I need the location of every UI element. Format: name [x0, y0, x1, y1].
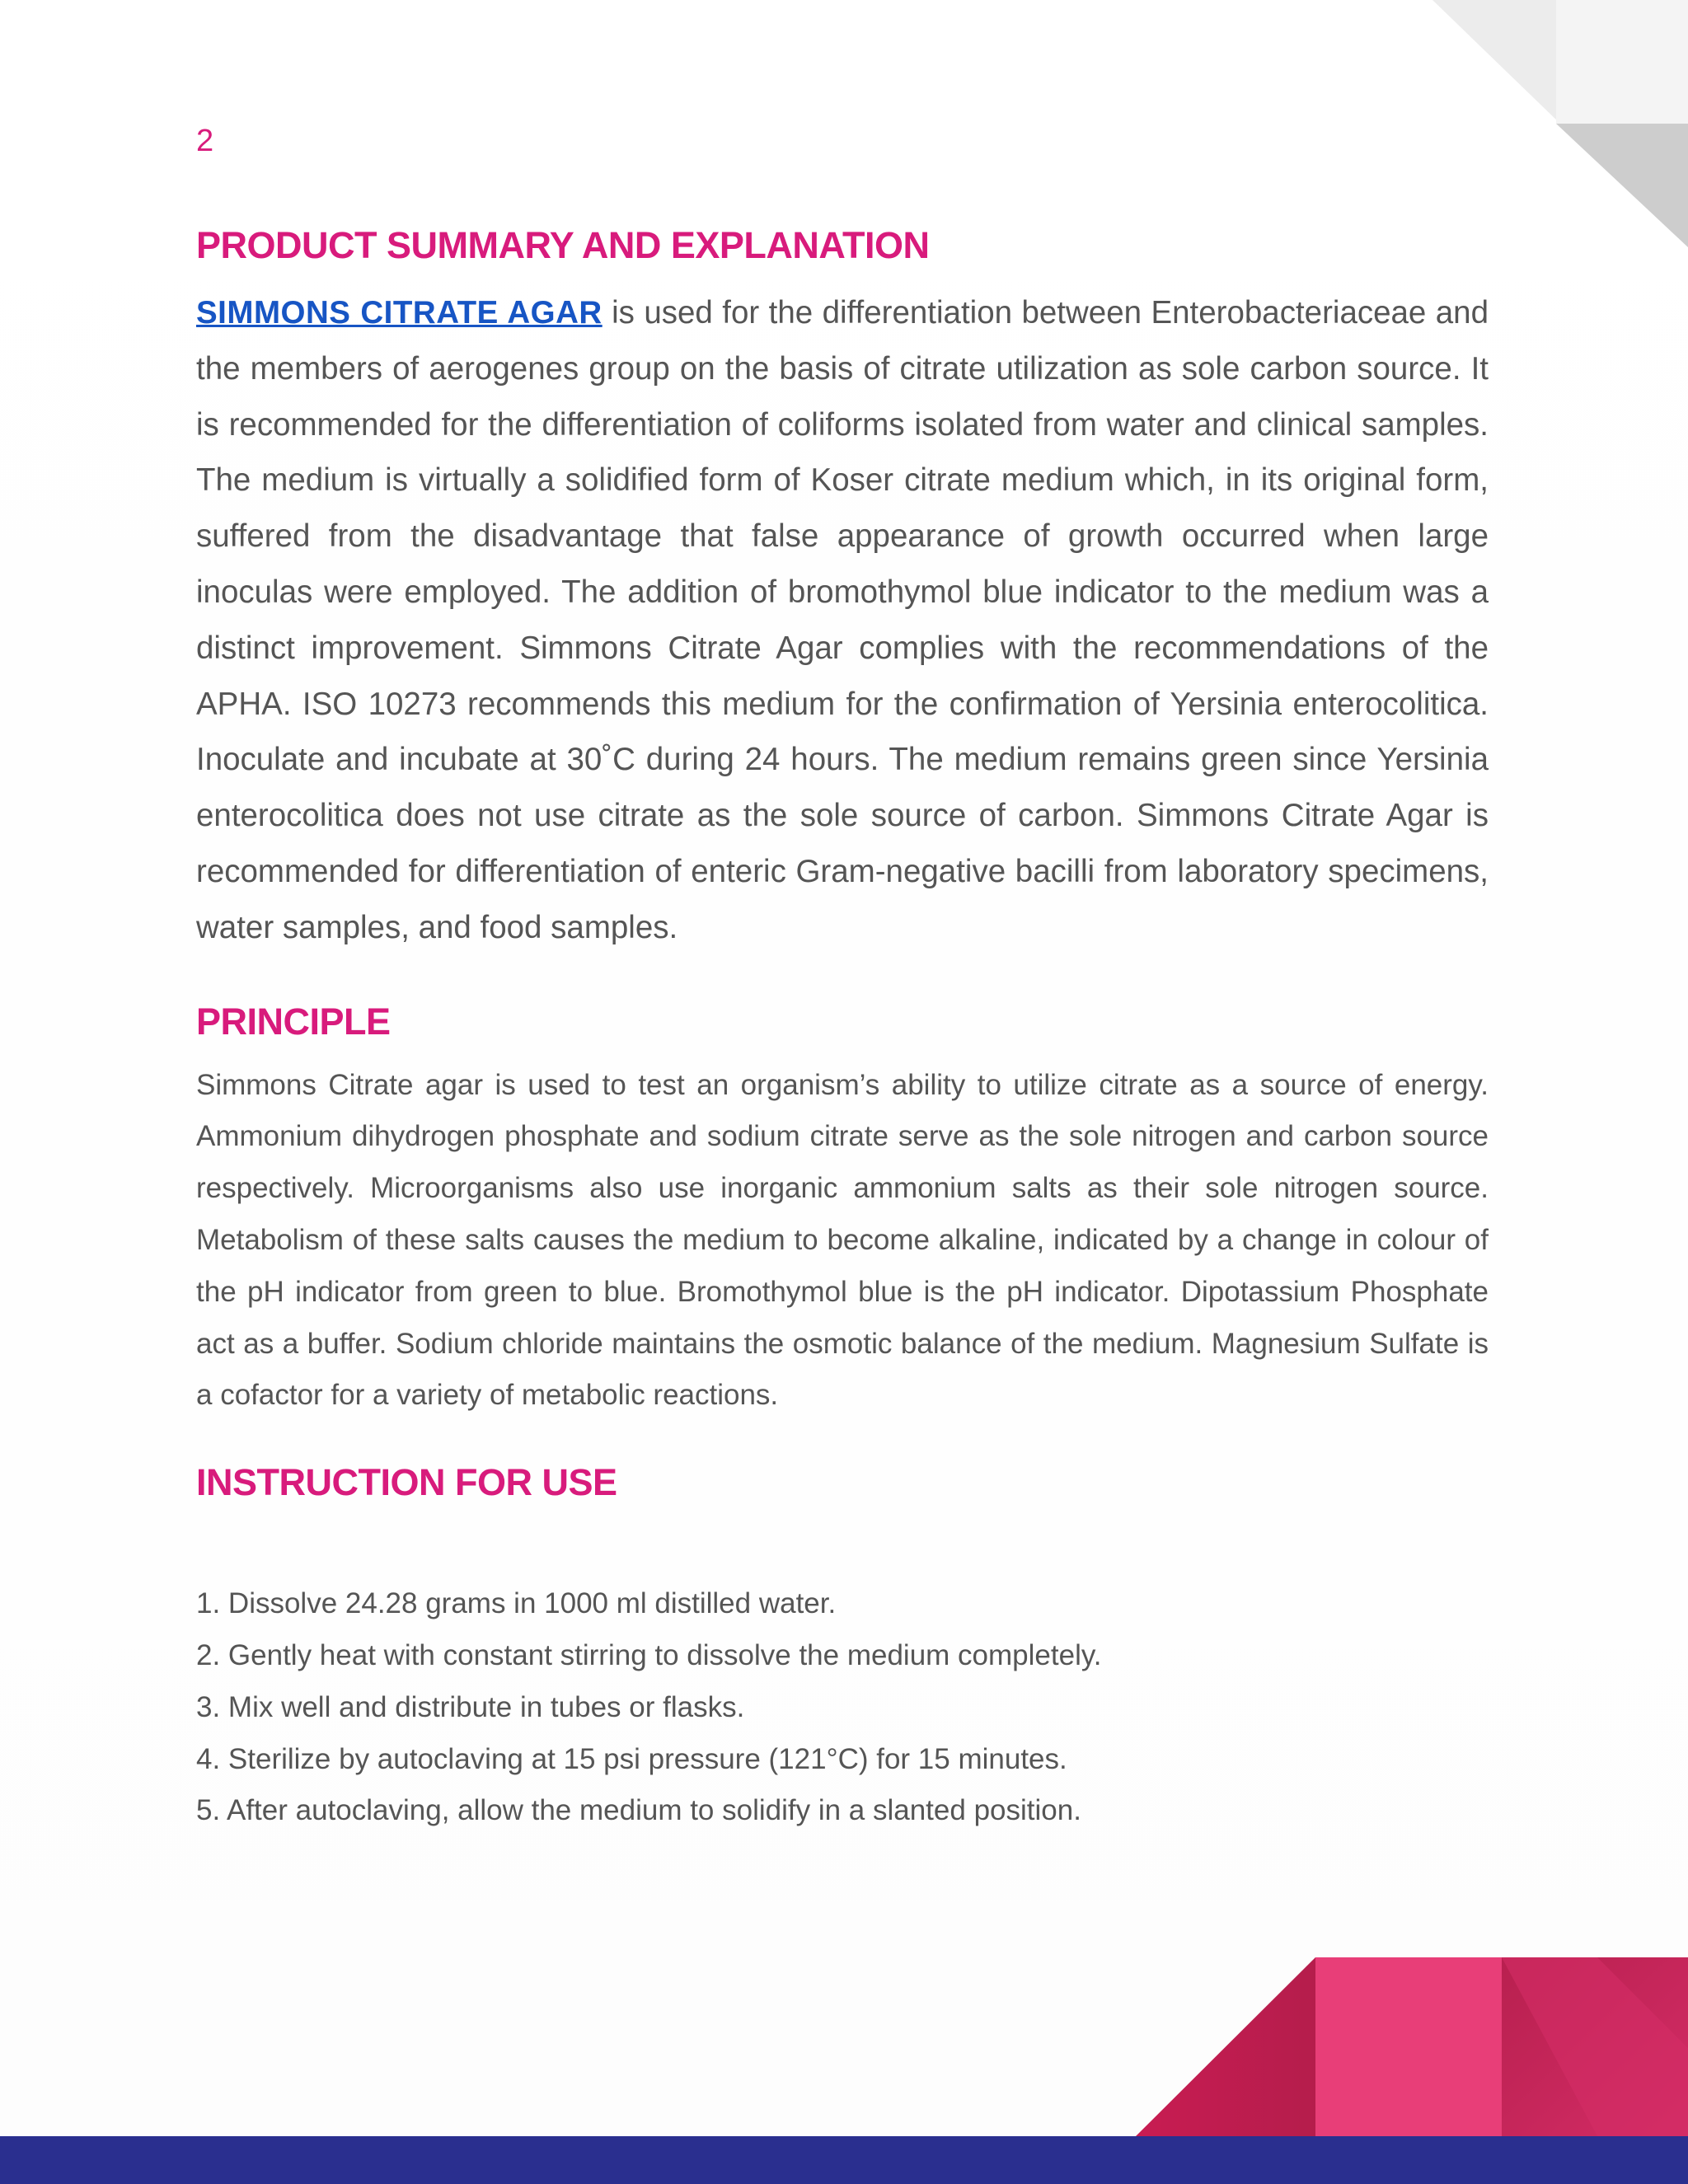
summary-text: is used for the differentiation between Enterobacteriaceae and the members of aerogenes group on the basis of citrate utilization as sole carbon source. It is recommended for the differentiation of coliforms isolated from water and clinical samples. The medium is virtually a solidified form of Koser citrate medium which, in its original form, suffered from the disadvantage that false appearance of growth occurred when large inoculas were employed. The addition of bromothymol blue indicator to the medium was a distinct improvement. Simmons Citrate Agar complies with the recommendations of the APHA. ISO 10273 recommends this medium for the confirmation of Yersinia enterocolitica. Inoculate and incubate at 30˚C during 24 hours. The medium remains green since Yersinia enterocolitica does not use citrate as the sole source of carbon. Simmons Citrate Agar is recommended for differentiation of enteric Gram-negative bacilli from laboratory specimens, water samples, and food samples. — [196, 295, 1489, 945]
product-link[interactable]: SIMMONS CITRATE AGAR — [196, 295, 603, 330]
footer-bar — [0, 2136, 1688, 2184]
instruction-step: 3. Mix well and distribute in tubes or flasks. — [196, 1690, 745, 1723]
instruction-step: 4. Sterilize by autoclaving at 15 psi pressure (121°C) for 15 minutes. — [196, 1742, 1067, 1775]
summary-paragraph — [196, 285, 1489, 956]
corner-decoration — [1432, 0, 1688, 247]
footer-decoration — [1136, 1957, 1688, 2136]
summary-heading: PRODUCT SUMMARY AND EXPLANATION — [196, 224, 930, 266]
instructions-list — [196, 1578, 1489, 1837]
instructions-heading: INSTRUCTION FOR USE — [196, 1461, 617, 1504]
page-number: 2 — [196, 124, 214, 158]
principle-heading: PRINCIPLE — [196, 1000, 391, 1043]
instruction-step: 2. Gently heat with constant stirring to dissolve the medium completely. — [196, 1638, 1102, 1671]
document-content — [196, 221, 1489, 1837]
principle-paragraph: Simmons Citrate agar is used to test an organism’s ability to utilize citrate as a source of energy. Ammonium dihydrogen phosphate and sodium citrate serve as the sole nitrogen and carbon source respectively. Microorganisms also use inorganic ammonium salts as their sole nitrogen source. Metabolism of these salts causes the medium to become alkaline, indicated by a change in colour of the pH indicator from green to blue. Bromothymol blue is the pH indicator. Dipotassium Phosphate act as a buffer. Sodium chloride maintains the osmotic balance of the medium. Magnesium Sulfate is a cofactor for a variety of metabolic reactions. — [196, 1068, 1489, 1412]
instruction-step: 5. After autoclaving, allow the medium to solidify in a slanted position. — [196, 1794, 1081, 1827]
instruction-step: 1. Dissolve 24.28 grams in 1000 ml distilled water. — [196, 1587, 837, 1620]
